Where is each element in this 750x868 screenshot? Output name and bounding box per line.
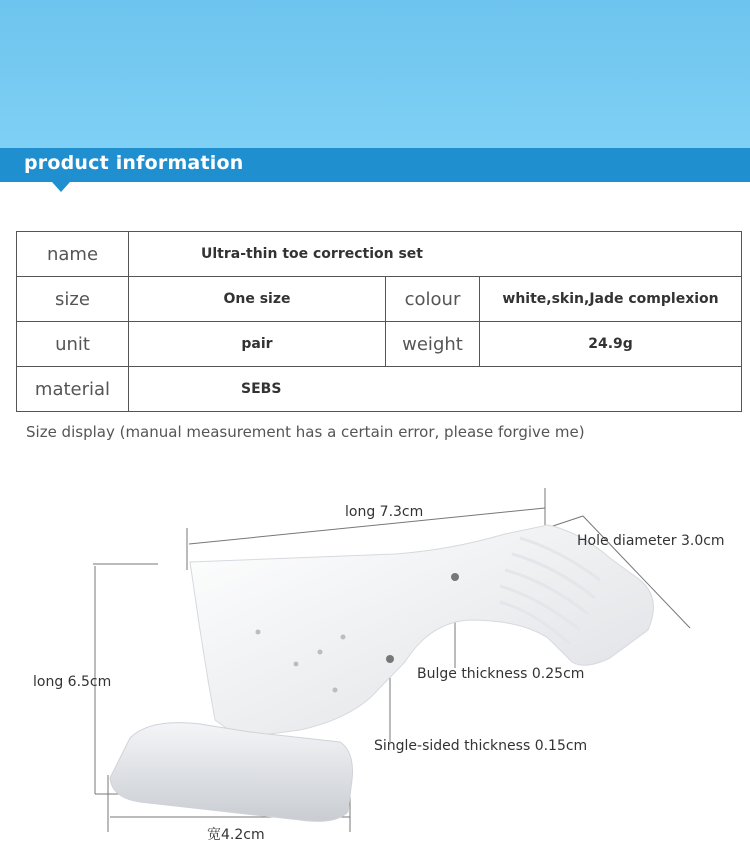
table-row [17,367,742,412]
table-row [17,232,742,277]
table-row [17,322,742,367]
label-size: size [17,277,129,322]
hole-diameter-label: Hole diameter 3.0cm [577,533,725,549]
label-unit: unit [17,322,129,367]
section-header-bar [0,148,750,182]
table-row [17,277,742,322]
header-notch [52,182,70,192]
value-unit: pair [129,322,386,367]
value-name: Ultra-thin toe correction set [129,232,742,277]
length-top-label: long 7.3cm [345,504,424,520]
label-colour: colour [386,277,480,322]
product-dimension-diagram [0,480,750,864]
size-note: Size display (manual measurement has a certain error, please forgive me) [26,423,585,441]
value-size: One size [129,277,386,322]
value-colour: white,skin,Jade complexion [480,277,742,322]
label-weight: weight [386,322,480,367]
label-material: material [17,367,129,412]
product-info-table [16,231,742,412]
section-title: product information [24,152,244,174]
single-thickness-label: Single-sided thickness 0.15cm [374,738,588,754]
value-weight: 24.9g [480,322,742,367]
bulge-thickness-label: Bulge thickness 0.25cm [417,666,585,682]
top-banner-background [0,0,750,148]
label-name: name [17,232,129,277]
width-bottom-label: 宽4.2cm [207,827,265,843]
height-left-label: long 6.5cm [33,674,112,690]
value-material: SEBS [129,367,742,412]
